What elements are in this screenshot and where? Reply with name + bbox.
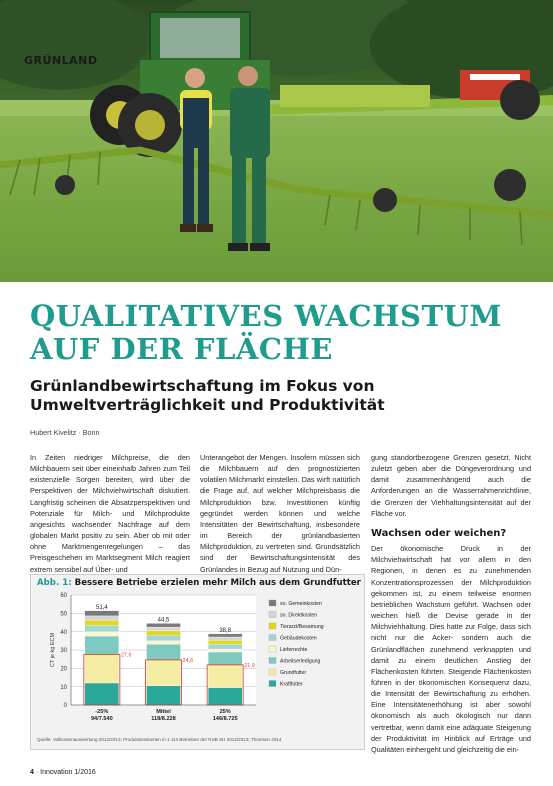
- author-line: Hubert Kivelitz · Bonn: [30, 428, 100, 437]
- stacked-bar-chart: [31, 587, 364, 737]
- x-tick-sublabel: 94/7.540: [90, 716, 113, 722]
- bar-segment: [208, 652, 242, 665]
- legend-swatch: [269, 658, 276, 664]
- bar-segment: [147, 686, 181, 705]
- y-tick-label: 10: [60, 684, 67, 691]
- bar-segment: [208, 688, 242, 705]
- y-tick-label: 0: [63, 703, 67, 710]
- legend-swatch: [269, 635, 276, 641]
- headline-line-2: AUF DER FLÄCHE: [30, 332, 333, 366]
- figure-box: [30, 574, 365, 750]
- article-headline: [30, 300, 530, 366]
- legend-label: so. Direktkosten: [280, 612, 318, 619]
- farm-photo-illustration: [0, 0, 553, 282]
- legend-swatch: [269, 612, 276, 618]
- bar-segment: [147, 631, 181, 636]
- column-2-text: Unterangebot der Mengen. Insofern müssen sich die Milchbauern auf den prognostizierten volatilen Milchmarkt einstellen. Das wirft natürlich die Frage auf, auf welcher Milchpreisbasis die Milchproduktion bzw. Investitionen künftig gegründet werden können und welche Intensitäten der Bewirtschaftung, insbesondere im Bereich der grünlandbasierten Milchproduktion, zu vertreten sind. Grundsätzlich sind der Bewirtschaftungsintensität des Grünlandes in Bezug auf Nutzung und Dün-: [200, 453, 360, 574]
- bar-segment: [85, 616, 119, 620]
- bar-segment: [85, 611, 119, 616]
- y-tick-label: 40: [60, 629, 67, 636]
- legend-label: Gebäudekosten: [280, 635, 317, 642]
- x-tick-sublabel: 118/8.228: [151, 716, 176, 722]
- bar-segment: [85, 654, 119, 683]
- bar-segment: [147, 627, 181, 631]
- bar-segment: [85, 683, 119, 705]
- legend-swatch: [269, 681, 276, 687]
- legend-swatch: [269, 646, 276, 652]
- bar-total-label: 51,4: [95, 604, 108, 611]
- x-tick-sublabel: 146/8.725: [212, 716, 238, 722]
- text-column-3: [371, 452, 531, 755]
- y-tick-label: 50: [60, 611, 67, 618]
- bar-segment: [208, 665, 242, 688]
- grundfutter-value-label: 21,9: [244, 662, 255, 669]
- legend-label: Lieferrechte: [280, 647, 308, 653]
- y-tick-label: 20: [60, 666, 67, 673]
- bar-segment: [147, 641, 181, 644]
- column-3-intro: gung standortbezogene Grenzen gesetzt. Nicht zuletzt geben aber die Düngeverordnung und damit zusammenhängend auch die Anforderungen an die Wasserrahmenrichtlinie, die Grenzen der Viehhaltungsintensität auf der Fläche vor.: [371, 453, 531, 518]
- bar-total-label: 38,8: [219, 627, 232, 634]
- section-heading: Wachsen oder weichen?: [371, 527, 507, 539]
- bar-segment: [147, 623, 181, 627]
- bar-segment: [208, 634, 242, 637]
- x-tick-label: 25%: [219, 709, 231, 715]
- bar-segment: [147, 635, 181, 641]
- column-1-text: In Zeiten niedriger Milchpreise, die den Milchbauern seit über eineinhalb Jahren zum Teil existenzielle Sorgen bereiten, wird über die Perspektiven der Milchviehwirtschaft diskutiert. Langfristig scheinen die Absatzperspektiven und Potenziale für Milch- und Milchprodukte angesichts wachsender Nachfrage auf dem globalen Markt positiv zu sein. Aber ob mit oder ohne Marktmengenregelungen – das Preisgeschehen im Marktsegment Milch reagiert extrem sensibel auf Über- und: [30, 453, 190, 574]
- page-number: 4: [30, 769, 34, 776]
- section-tag: GRÜNLAND: [24, 54, 98, 67]
- legend-label: Kraftfutter: [280, 681, 303, 688]
- column-3-body: Der ökonomische Druck in der Milchviehwirtschaft hat vor allem in den Regionen, in denen es zu zunehmenden Konzentrationsprozessen der Milchproduktion gekommen ist, zu einem teilweise enormen betrieblichen Wachstum geführt. Wachsen oder weichen hieß die Devise gerade in der Milchviehhaltung. Dies hatte zur Folge, dass sich nicht nur die Acker- sondern auch die Grünlandflächen zunehmend verknappten und damit zu einem deutlichen Anstieg der Flächenkosten führten. Steigende Flächenkosten führen in der ökonomischen Konsequenz dazu, die Intensität der Bewirtschaftung zu erhöhen. Eine Intensitätenerhöhung ist aber sowohl ökonomisch als auch ökologisch nur dann vertretbar, wenn damit eine adäquate Steigerung der Produktivität im Hinblick auf Erträge und Qualitäten einhergeht und gleichzeitig die ein-: [371, 544, 531, 754]
- bar-segment: [85, 632, 119, 636]
- bar-segment: [147, 644, 181, 660]
- y-axis-label: CT je kg ECM: [50, 632, 56, 668]
- legend-swatch: [269, 669, 276, 675]
- header-photo: [0, 0, 553, 282]
- bar-segment: [85, 620, 119, 625]
- page-footer: [30, 769, 96, 776]
- article-subtitle: Grünlandbewirtschaftung im Fokus von Umweltverträglichkeit und Produktivität: [30, 377, 385, 414]
- legend-label: Arbeitserledigung: [280, 658, 321, 665]
- legend-label: Tierarzt/Besamung: [280, 624, 324, 630]
- x-tick-label: -25%: [95, 709, 109, 715]
- text-column-2: [200, 452, 360, 575]
- headline-line-1: QUALITATIVES WACHSTUM: [30, 299, 502, 333]
- bar-segment: [147, 660, 181, 686]
- grundfutter-value-label: 24,6: [182, 657, 194, 664]
- bar-segment: [208, 649, 242, 652]
- figure-title-text: Bessere Betriebe erzielen mehr Milch aus dem Grundfutter: [74, 578, 361, 588]
- x-tick-label: Mittel: [156, 709, 171, 715]
- bar-segment: [85, 625, 119, 631]
- bar-segment: [85, 636, 119, 654]
- legend-swatch: [269, 600, 276, 606]
- legend-swatch: [269, 623, 276, 629]
- bar-segment: [208, 644, 242, 649]
- grundfutter-value-label: 27,6: [120, 652, 132, 659]
- legend-label: so. Gemeinkosten: [280, 601, 322, 607]
- bar-segment: [208, 640, 242, 644]
- figure-label: Abb. 1:: [37, 578, 72, 588]
- figure-source: Quelle: Vollkostenauswertung 2012/2013; Produktionskosten in 1.114 Betrieben der RSB SH 2012/2013; Thomsen 2014: [37, 737, 282, 742]
- legend-label: Grundfutter: [280, 670, 307, 676]
- bar-total-label: 44,5: [157, 617, 170, 624]
- y-tick-label: 30: [60, 648, 67, 655]
- bar-segment: [208, 637, 242, 640]
- y-tick-label: 60: [60, 593, 67, 600]
- text-column-1: [30, 452, 190, 575]
- publication-name: · Innovation 1/2016: [35, 769, 96, 776]
